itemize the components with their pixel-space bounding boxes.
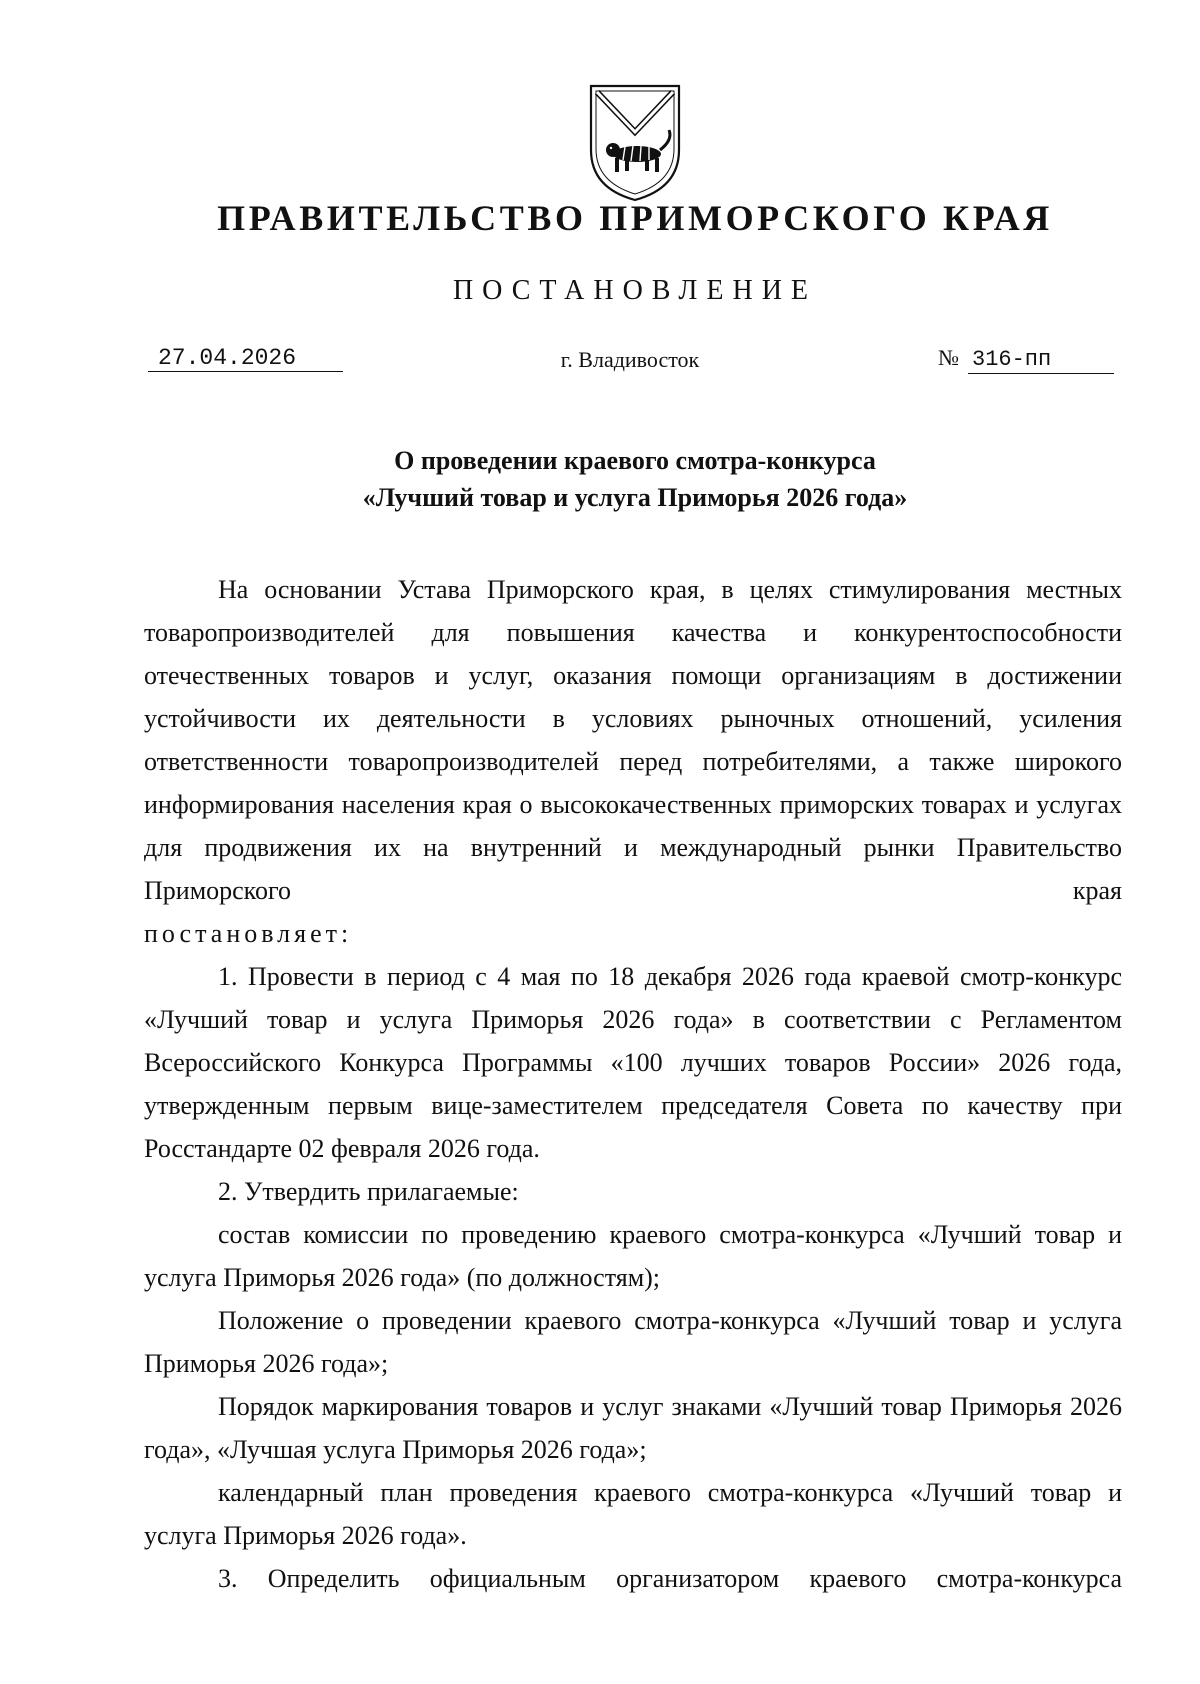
item-2-paragraph: 2. Утвердить прилагаемые: [218, 1177, 519, 1206]
item-2-b-paragraph: Положение о проведении краевого смотра-конкурса «Лучший товар и услуга Приморья 2026 года»; [144, 1306, 1122, 1378]
organization-name: ПРАВИТЕЛЬСТВО ПРИМОРСКОГО КРАЯ [217, 198, 1053, 238]
title-line-1: О проведении краевого смотра-конкурса [394, 446, 876, 475]
coat-of-arms-icon [585, 80, 685, 205]
document-number: 316-пп [968, 347, 1114, 374]
preamble-paragraph: На основании Устава Приморского края, в целях стимулирования местных товаропроизводителей для повышения качества и конкурентоспособности отечественных товаров и услуг, оказания помощи организациям в достижении устойчивости их деятельности в условиях рыночных отношений, усиления ответственности товаропроизводителей перед потребителями, а также широкого информирования населения края о высококачественных приморских товарах и услугах для продвижения их на внутренний и международный рынки Правительство Приморского края [144, 575, 1122, 905]
item-2-d-paragraph: календарный план проведения краевого смотра-конкурса «Лучший товар и услуга Приморья 2026 года». [144, 1478, 1122, 1550]
number-sign: № [938, 345, 959, 370]
document-city: г. Владивосток [560, 347, 700, 372]
document-date: 27.04.2026 [148, 345, 343, 372]
item-3-paragraph: 3. Определить официальным организатором краевого смотра-конкурса [218, 1564, 1122, 1593]
document-meta [0, 345, 1200, 381]
decree-word: постановляет: [144, 919, 353, 948]
document-number-block [938, 345, 1118, 374]
document-type: ПОСТАНОВЛЕНИЕ [452, 275, 818, 306]
item-1-paragraph: 1. Провести в период с 4 мая по 18 декабря 2026 года краевой смотр-конкурс «Лучший товар и услуга Приморья 2026 года» в соответствии с Регламентом Всероссийского Конкурса Программы «100 лучших товаров России» 2026 года, утвержденным первым вице-заместителем председателя Совета по качеству при Росстандарте 02 февраля 2026 года. [144, 962, 1122, 1163]
title-line-2: «Лучший товар и услуга Приморья 2026 года» [362, 483, 908, 512]
item-2-c-paragraph: Порядок маркирования товаров и услуг знаками «Лучший товар Приморья 2026 года», «Лучшая услуга Приморья 2026 года»; [144, 1392, 1122, 1464]
item-2-a-paragraph: состав комиссии по проведению краевого смотра-конкурса «Лучший товар и услуга Приморья 2026 года» (по должностям); [144, 1220, 1122, 1292]
document-title [0, 442, 1200, 516]
document-body [144, 568, 1122, 1600]
